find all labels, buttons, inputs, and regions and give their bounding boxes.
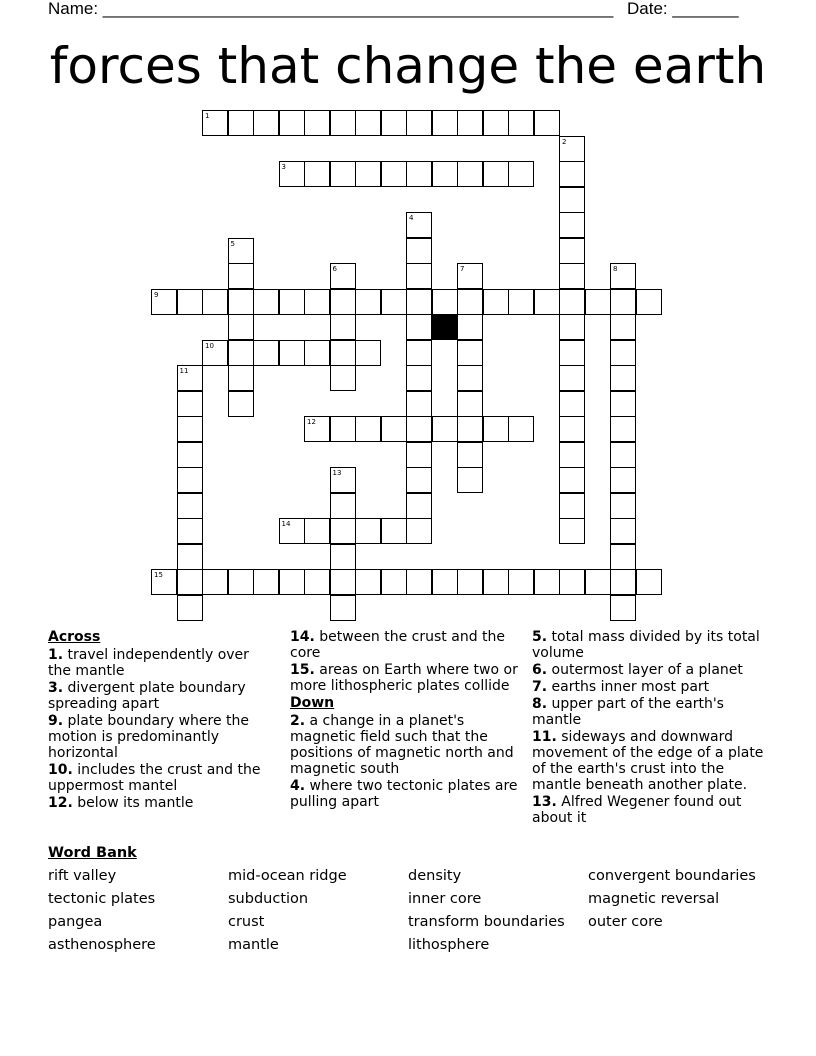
clue-item-text: plate boundary where the motion is predominantly horizontal	[48, 713, 249, 761]
grid-cell[interactable]	[279, 161, 305, 187]
word-bank-word: mid-ocean ridge	[228, 868, 347, 884]
clue-item-text: sideways and downward movement of the edge of a plate of the earth's crust into the mantle beneath another plate.	[532, 729, 764, 793]
grid-cell[interactable]	[559, 442, 585, 468]
grid-cell[interactable]	[610, 493, 636, 519]
clue-number: 8	[613, 265, 618, 273]
grid-cell[interactable]	[432, 110, 458, 136]
grid-cell[interactable]	[177, 442, 203, 468]
grid-cell[interactable]	[228, 110, 254, 136]
word-bank-word: lithosphere	[408, 937, 490, 953]
grid-cell[interactable]	[330, 467, 356, 493]
word-bank-heading: Word Bank	[48, 845, 137, 861]
clue-number: 5	[230, 239, 235, 248]
grid-cell[interactable]	[304, 289, 330, 315]
clue-item-number: 4.	[290, 778, 306, 794]
grid-cell[interactable]	[228, 569, 254, 595]
grid-cell[interactable]	[381, 569, 407, 595]
grid-cell[interactable]	[406, 365, 432, 391]
black-cell	[432, 314, 458, 340]
clue-item	[532, 679, 768, 695]
grid-cell[interactable]	[508, 416, 534, 442]
clue-number: 9	[154, 290, 159, 299]
clue-item-number: 1.	[48, 647, 64, 663]
grid-cell[interactable]	[534, 289, 560, 315]
grid-cell[interactable]	[228, 263, 254, 289]
grid-cell[interactable]	[381, 416, 407, 442]
grid-cell[interactable]	[457, 263, 483, 289]
grid-cell[interactable]	[457, 110, 483, 136]
word-bank-word	[588, 937, 768, 954]
grid-cell[interactable]	[457, 314, 483, 340]
clues-column-2	[290, 629, 522, 811]
grid-cell[interactable]	[559, 238, 585, 264]
grid-cell[interactable]	[330, 518, 356, 544]
grid-cell[interactable]	[559, 212, 585, 238]
grid-cell[interactable]	[559, 493, 585, 519]
grid-cell[interactable]	[483, 161, 509, 187]
clue-item-number: 11.	[532, 729, 557, 745]
grid-cell[interactable]	[202, 340, 228, 366]
grid-cell[interactable]	[534, 569, 560, 595]
grid-cell[interactable]	[279, 289, 305, 315]
grid-cell[interactable]	[177, 544, 203, 570]
grid-cell[interactable]	[457, 340, 483, 366]
grid-cell[interactable]	[406, 467, 432, 493]
grid-cell[interactable]	[559, 518, 585, 544]
grid-cell[interactable]	[253, 110, 279, 136]
clue-item	[532, 729, 768, 793]
grid-cell[interactable]	[355, 161, 381, 187]
across-heading: Across	[48, 629, 101, 645]
word-bank-word: tectonic plates	[48, 891, 156, 907]
grid-cell[interactable]	[457, 391, 483, 417]
clue-item	[48, 713, 268, 761]
grid-cell[interactable]	[330, 365, 356, 391]
clue-item	[48, 795, 268, 811]
grid-cell[interactable]	[406, 416, 432, 442]
clue-number: 3	[281, 163, 286, 171]
clue-item-number: 2.	[290, 713, 306, 729]
grid-cell[interactable]	[406, 442, 432, 468]
clue-item	[290, 662, 522, 694]
grid-cell[interactable]	[610, 391, 636, 417]
clue-item-text: upper part of the earth's mantle	[532, 696, 724, 728]
clue-item-text: a change in a planet's magnetic field such that the positions of magnetic north and magnetic south	[290, 713, 514, 777]
grid-cell[interactable]	[610, 544, 636, 570]
grid-cell[interactable]	[559, 187, 585, 213]
grid-cell[interactable]	[279, 110, 305, 136]
grid-cell[interactable]	[228, 238, 254, 264]
clue-item	[290, 713, 522, 777]
grid-cell[interactable]	[406, 212, 432, 238]
grid-cell[interactable]	[610, 442, 636, 468]
grid-cell[interactable]	[585, 569, 611, 595]
grid-cell[interactable]	[177, 595, 203, 621]
grid-cell[interactable]	[610, 467, 636, 493]
grid-cell[interactable]	[457, 442, 483, 468]
grid-cell[interactable]	[457, 365, 483, 391]
grid-cell[interactable]	[432, 161, 458, 187]
clue-item-text: where two tectonic plates are pulling apart	[290, 778, 518, 810]
clue-number: 2	[562, 137, 567, 146]
grid-cell[interactable]	[457, 569, 483, 595]
clue-item-text: total mass divided by its total volume	[532, 629, 760, 661]
grid-cell[interactable]	[253, 340, 279, 366]
grid-cell[interactable]	[559, 340, 585, 366]
clue-item-number: 13.	[532, 794, 557, 810]
clue-item	[532, 629, 768, 661]
grid-cell[interactable]	[610, 263, 636, 289]
grid-cell[interactable]	[304, 340, 330, 366]
clues-column-3	[532, 629, 768, 827]
grid-cell[interactable]	[228, 365, 254, 391]
grid-cell[interactable]	[559, 314, 585, 340]
grid-cell[interactable]	[355, 289, 381, 315]
word-bank-word: inner core	[408, 891, 482, 907]
grid-cell[interactable]	[177, 493, 203, 519]
grid-cell[interactable]	[406, 340, 432, 366]
clue-item	[48, 680, 268, 712]
clues-column-1	[48, 629, 268, 812]
clue-item-number: 3.	[48, 680, 64, 696]
clue-item-text: Alfred Wegener found out about it	[532, 794, 742, 826]
clue-number: 4	[409, 214, 414, 222]
grid-cell[interactable]	[406, 314, 432, 340]
grid-cell[interactable]	[559, 467, 585, 493]
grid-cell[interactable]	[406, 238, 432, 264]
clue-item	[532, 794, 768, 826]
grid-cell[interactable]	[355, 518, 381, 544]
clue-number: 15	[154, 571, 163, 579]
grid-cell[interactable]	[559, 391, 585, 417]
word-bank-word: convergent boundaries	[588, 868, 756, 884]
grid-cell[interactable]	[610, 314, 636, 340]
clue-item-number: 12.	[48, 795, 73, 811]
grid-cell[interactable]	[330, 161, 356, 187]
word-bank-word: magnetic reversal	[588, 891, 720, 907]
grid-cell[interactable]	[304, 110, 330, 136]
grid-cell[interactable]	[253, 289, 279, 315]
clue-item	[48, 647, 268, 679]
grid-cell[interactable]	[177, 416, 203, 442]
grid-cell[interactable]	[406, 518, 432, 544]
clue-number: 14	[281, 520, 291, 528]
grid-cell[interactable]	[406, 391, 432, 417]
clue-number: 1	[205, 112, 210, 120]
grid-cell[interactable]	[610, 365, 636, 391]
grid-cell[interactable]	[330, 263, 356, 289]
word-bank	[48, 845, 768, 954]
grid-cell[interactable]	[279, 569, 305, 595]
grid-cell[interactable]	[304, 416, 330, 442]
word-bank-word: asthenosphere	[48, 937, 156, 953]
grid-cell[interactable]	[330, 569, 356, 595]
grid-cell[interactable]	[202, 569, 228, 595]
clue-item-text: divergent plate boundary spreading apart	[48, 680, 246, 712]
clue-number: 13	[332, 469, 342, 477]
grid-cell[interactable]	[381, 110, 407, 136]
clue-item	[532, 662, 768, 678]
grid-cell[interactable]	[559, 263, 585, 289]
grid-cell[interactable]	[330, 493, 356, 519]
grid-cell[interactable]	[253, 569, 279, 595]
grid-cell[interactable]	[202, 289, 228, 315]
grid-cell[interactable]	[508, 289, 534, 315]
clue-number: 12	[307, 418, 316, 426]
grid-cell[interactable]	[457, 416, 483, 442]
grid-cell[interactable]	[381, 161, 407, 187]
word-bank-word: crust	[228, 914, 265, 930]
grid-cell[interactable]	[406, 110, 432, 136]
grid-cell[interactable]	[279, 518, 305, 544]
word-bank-word: subduction	[228, 891, 309, 907]
grid-cell[interactable]	[228, 340, 254, 366]
grid-cell[interactable]	[457, 289, 483, 315]
grid-cell[interactable]	[483, 569, 509, 595]
grid-cell[interactable]	[610, 340, 636, 366]
word-bank-word: density	[408, 868, 462, 884]
grid-cell[interactable]	[559, 161, 585, 187]
grid-cell[interactable]	[355, 110, 381, 136]
grid-cell[interactable]	[508, 161, 534, 187]
grid-cell[interactable]	[177, 518, 203, 544]
grid-cell[interactable]	[228, 289, 254, 315]
grid-cell[interactable]	[330, 416, 356, 442]
grid-cell[interactable]	[151, 289, 177, 315]
word-bank-word: outer core	[588, 914, 663, 930]
clue-item	[290, 778, 522, 810]
grid-cell[interactable]	[151, 569, 177, 595]
grid-cell[interactable]	[432, 416, 458, 442]
grid-cell[interactable]	[559, 569, 585, 595]
name-field-label[interactable]: Name: ______________________________________________________	[48, 0, 614, 18]
grid-cell[interactable]	[457, 161, 483, 187]
clue-item-number: 10.	[48, 762, 73, 778]
clue-item-text: between the crust and the core	[290, 629, 506, 661]
grid-cell[interactable]	[559, 416, 585, 442]
grid-cell[interactable]	[610, 416, 636, 442]
clue-item	[532, 696, 768, 728]
grid-cell[interactable]	[330, 110, 356, 136]
clue-item	[290, 629, 522, 661]
grid-cell[interactable]	[228, 314, 254, 340]
grid-cell[interactable]	[432, 569, 458, 595]
clue-item-number: 15.	[290, 662, 315, 678]
grid-cell[interactable]	[636, 289, 662, 315]
grid-cell[interactable]	[304, 569, 330, 595]
grid-cell[interactable]	[355, 340, 381, 366]
grid-cell[interactable]	[177, 569, 203, 595]
clue-item-text: travel independently over the mantle	[48, 647, 249, 679]
clue-number: 11	[179, 367, 189, 375]
clue-item-number: 7.	[532, 679, 548, 695]
grid-cell[interactable]	[228, 391, 254, 417]
grid-cell[interactable]	[559, 289, 585, 315]
clue-number: 6	[332, 265, 337, 273]
grid-cell[interactable]	[202, 110, 228, 136]
grid-cell[interactable]	[304, 161, 330, 187]
grid-cell[interactable]	[330, 595, 356, 621]
grid-cell[interactable]	[177, 391, 203, 417]
grid-cell[interactable]	[610, 595, 636, 621]
grid-cell[interactable]	[483, 110, 509, 136]
clue-item-number: 8.	[532, 696, 548, 712]
clue-item-text: below its mantle	[72, 795, 194, 811]
grid-cell[interactable]	[330, 340, 356, 366]
grid-cell[interactable]	[381, 289, 407, 315]
puzzle-title: forces that change the earth	[49, 37, 767, 95]
clue-item-number: 6.	[532, 662, 548, 678]
grid-cell[interactable]	[534, 110, 560, 136]
grid-cell[interactable]	[381, 518, 407, 544]
clue-item-text: earths inner most part	[547, 679, 710, 695]
grid-cell[interactable]	[304, 518, 330, 544]
grid-cell[interactable]	[483, 416, 509, 442]
grid-cell[interactable]	[585, 289, 611, 315]
clue-item-number: 9.	[48, 713, 64, 729]
grid-cell[interactable]	[559, 136, 585, 162]
grid-cell[interactable]	[508, 569, 534, 595]
clue-number: 10	[205, 341, 214, 350]
word-bank-word: rift valley	[48, 868, 117, 884]
grid-cell[interactable]	[610, 518, 636, 544]
clue-item-text: outermost layer of a planet	[547, 662, 743, 678]
word-bank-word: mantle	[228, 937, 279, 953]
grid-cell[interactable]	[636, 569, 662, 595]
date-field-label[interactable]: Date: _______	[627, 0, 739, 18]
grid-cell[interactable]	[406, 263, 432, 289]
grid-cell[interactable]	[406, 161, 432, 187]
down-heading: Down	[290, 695, 335, 711]
clue-number: 7	[460, 265, 465, 273]
grid-cell[interactable]	[432, 289, 458, 315]
grid-cell[interactable]	[279, 340, 305, 366]
grid-cell[interactable]	[406, 289, 432, 315]
grid-cell[interactable]	[457, 467, 483, 493]
grid-cell[interactable]	[177, 289, 203, 315]
clue-item	[48, 762, 268, 794]
grid-cell[interactable]	[330, 314, 356, 340]
grid-cell[interactable]	[610, 569, 636, 595]
clue-item-number: 5.	[532, 629, 548, 645]
grid-cell[interactable]	[355, 569, 381, 595]
grid-cell[interactable]	[610, 289, 636, 315]
grid-cell[interactable]	[177, 467, 203, 493]
clue-item-text: areas on Earth where two or more lithospheric plates collide	[290, 662, 518, 694]
word-bank-word: transform boundaries	[408, 914, 565, 930]
grid-cell[interactable]	[406, 569, 432, 595]
grid-cell[interactable]	[559, 365, 585, 391]
grid-cell[interactable]	[330, 289, 356, 315]
grid-cell[interactable]	[177, 365, 203, 391]
grid-cell[interactable]	[483, 289, 509, 315]
grid-cell[interactable]	[355, 416, 381, 442]
grid-cell[interactable]	[508, 110, 534, 136]
grid-cell[interactable]	[330, 544, 356, 570]
clue-item-text: includes the crust and the uppermost mantel	[48, 762, 261, 794]
word-bank-word: pangea	[48, 914, 103, 930]
clue-item-number: 14.	[290, 629, 315, 645]
grid-cell[interactable]	[406, 493, 432, 519]
